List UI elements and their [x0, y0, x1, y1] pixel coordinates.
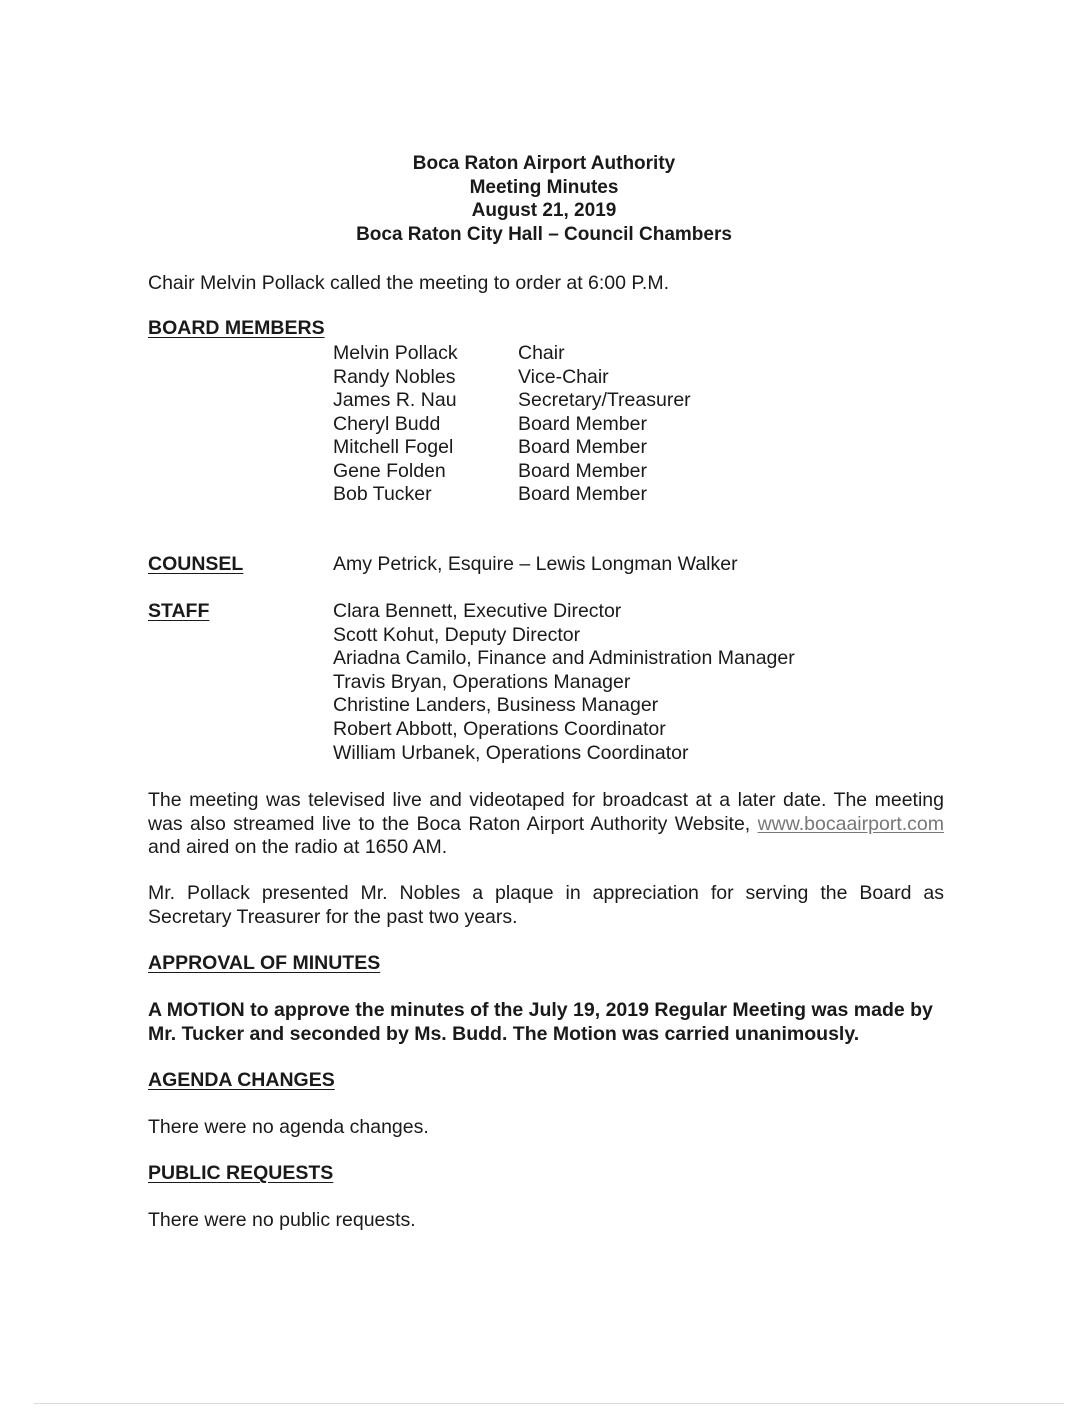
staff-member: Robert Abbott, Operations Coordinator: [333, 717, 666, 740]
board-member-name: Bob Tucker: [333, 483, 432, 505]
staff-member: William Urbanek, Operations Coordinator: [333, 741, 689, 764]
board-member-name: Melvin Pollack: [333, 342, 458, 364]
board-member-row: [0, 366, 1088, 390]
board-member-row: [0, 342, 1088, 366]
board-member-row: [0, 389, 1088, 413]
header-organization: Boca Raton Airport Authority: [412, 153, 676, 174]
board-member-name: Randy Nobles: [333, 365, 456, 388]
board-member-role: Board Member: [518, 436, 647, 458]
website-link[interactable]: www.bocaairport.com: [757, 812, 944, 835]
public-requests-text: There were no public requests.: [148, 1209, 416, 1231]
scan-edge-line: [34, 1403, 1064, 1404]
broadcast-text-before: The meeting was televised live and videotaped for broadcast at a later date. The meeting was also streamed live to the Boca Raton Airport Authority Website,: [148, 789, 944, 835]
staff-member: Clara Bennett, Executive Director: [333, 600, 622, 622]
plaque-paragraph: Mr. Pollack presented Mr. Nobles a plaque in appreciation for serving the Board as Secretary Treasurer for the past two years.: [148, 882, 944, 928]
board-member-row: [0, 483, 1088, 507]
staff-heading: STAFF: [148, 600, 210, 622]
board-member-role: Board Member: [518, 483, 647, 505]
staff-list: [333, 600, 795, 765]
board-member-row: [0, 460, 1088, 484]
header-date: August 21, 2019: [471, 200, 617, 221]
board-member-row: [0, 436, 1088, 460]
staff-member: Travis Bryan, Operations Manager: [333, 670, 631, 693]
board-member-role: Board Member: [518, 412, 647, 435]
board-member-role: Vice-Chair: [518, 365, 609, 388]
public-requests-heading: PUBLIC REQUESTS: [148, 1162, 334, 1184]
agenda-changes-heading: AGENDA CHANGES: [148, 1069, 335, 1091]
board-member-role: Secretary/Treasurer: [518, 389, 691, 411]
broadcast-paragraph: [148, 789, 944, 860]
header-title: Meeting Minutes: [469, 176, 619, 198]
board-member-role: Chair: [518, 342, 565, 364]
board-member-name: Gene Folden: [333, 459, 446, 482]
board-member-role: Board Member: [518, 459, 647, 482]
board-member-name: Mitchell Fogel: [333, 436, 454, 458]
approval-of-minutes-heading: APPROVAL OF MINUTES: [148, 952, 381, 974]
board-members-heading: BOARD MEMBERS: [148, 317, 325, 339]
broadcast-text-after: and aired on the radio at 1650 AM.: [148, 836, 448, 858]
header-location: Boca Raton City Hall – Council Chambers: [356, 223, 732, 245]
agenda-changes-text: There were no agenda changes.: [148, 1116, 429, 1138]
counsel-text: Amy Petrick, Esquire – Lewis Longman Walker: [333, 553, 738, 575]
staff-member: Christine Landers, Business Manager: [333, 694, 659, 717]
counsel-heading: COUNSEL: [148, 553, 244, 575]
board-member-row: [0, 413, 1088, 437]
call-to-order: Chair Melvin Pollack called the meeting to order at 6:00 P.M.: [148, 272, 669, 294]
approval-motion: A MOTION to approve the minutes of the July 19, 2019 Regular Meeting was made by Mr. Tucker and seconded by Ms. Budd. The Motion was carried unanimously.: [148, 999, 933, 1045]
board-member-name: Cheryl Budd: [333, 412, 441, 435]
staff-member: Ariadna Camilo, Finance and Administration Manager: [333, 647, 795, 670]
board-member-name: James R. Nau: [333, 389, 457, 411]
document-header: [0, 152, 1088, 246]
staff-member: Scott Kohut, Deputy Director: [333, 623, 581, 646]
